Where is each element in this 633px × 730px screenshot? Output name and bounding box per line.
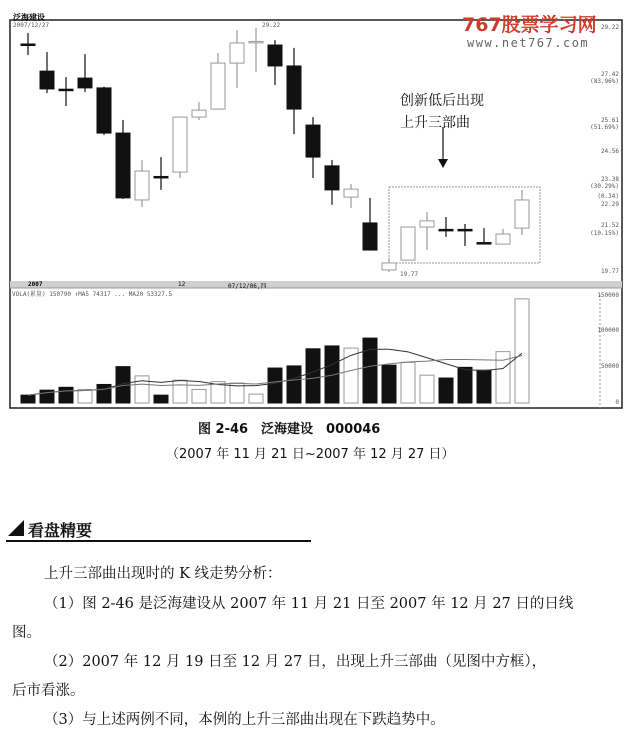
volume-bar-up [401, 362, 415, 403]
paragraph-line: （3）与上述两例不同，本例的上升三部曲出现在下跌趋势中。 [44, 712, 445, 728]
price-axis-label: (83.96%) [590, 78, 619, 85]
volume-bar-down [21, 395, 35, 403]
price-axis-label: (51.69%) [590, 124, 619, 131]
volume-bar-up [344, 348, 358, 403]
time-bar [10, 281, 622, 288]
volume-bar-down [363, 338, 377, 403]
price-axis-label: (0.34) [597, 193, 619, 200]
volume-bar-down [439, 378, 453, 403]
time-year: 2007 [28, 281, 43, 288]
candle-down [154, 176, 168, 178]
volume-bar-down [268, 368, 282, 403]
candle-down [97, 88, 111, 133]
candle-down [40, 71, 54, 89]
annotation-line1: 创新低后出现 [400, 93, 484, 109]
candle-down [477, 243, 491, 245]
paragraph-line: （1）图 2-46 是泛海建设从 2007 年 11 月 21 日至 2007 年 12 月 27 日的日线 [44, 596, 574, 612]
candle-up [515, 200, 529, 228]
price-axis-label: 25.61 [600, 117, 619, 124]
triangle-icon [6, 518, 26, 538]
candle-up [135, 171, 149, 200]
candle-up [230, 43, 244, 63]
paragraph-line: 后市看涨。 [12, 683, 85, 699]
price-axis-label: 21.52 [600, 222, 619, 229]
candle-down [59, 89, 73, 91]
watermark-logo: 767股票学习网 [462, 14, 597, 36]
volume-axis-label: 100000 [597, 327, 619, 334]
volume-bar-down [382, 365, 396, 403]
volume-bar-up [420, 375, 434, 403]
candle-up [211, 63, 225, 109]
section-heading: 看盘精要 [28, 521, 93, 540]
time-month: 12 [178, 281, 186, 288]
candle-up [173, 117, 187, 172]
volume-bar-down [287, 366, 301, 403]
candle-down [458, 229, 472, 231]
low-label: 19.77 [400, 271, 419, 278]
volume-bar-down [59, 387, 73, 403]
watermark-url: www.net767.com [467, 36, 590, 50]
candle-up [192, 110, 206, 117]
candle-up [344, 189, 358, 197]
candle-up [420, 221, 434, 227]
candle-down [116, 133, 130, 198]
chart-date: 2007/12/27 [13, 22, 50, 29]
paragraph-line: 上升三部曲出现时的 K 线走势分析： [44, 566, 282, 582]
time-cursor: 07/12/06,四 [228, 283, 267, 290]
candle-down [306, 125, 320, 157]
volume-bar-down [306, 349, 320, 403]
heading-underline [6, 540, 311, 542]
paragraph-line: （2）2007 年 12 月 19 日至 12 月 27 日，出现上升三部曲（见图中方框）， [44, 654, 547, 670]
volume-bar-up [78, 389, 92, 403]
volume-bar-up [249, 394, 263, 403]
price-axis-label: 23.38 [600, 176, 619, 183]
arrow-head-icon [438, 159, 448, 168]
price-axis-label: 27.42 [600, 71, 619, 78]
figure-caption: 图 2-46 泛海建设 000046 [198, 422, 381, 437]
candle-down [268, 45, 282, 66]
volume-bar-up [173, 380, 187, 403]
volume-axis-label: 0 [615, 399, 619, 406]
candle-down [325, 166, 339, 190]
volume-bar-down [458, 367, 472, 403]
annotation-line2: 上升三部曲 [400, 115, 470, 131]
candle-down [287, 66, 301, 109]
volume-bar-up [192, 389, 206, 403]
figure-date-range: （2007 年 11 月 21 日~2007 年 12 月 27 日） [166, 447, 455, 462]
candle-down [78, 78, 92, 88]
candle-up [496, 234, 510, 244]
price-axis-label: 29.22 [600, 24, 619, 31]
volume-header: VOLA(累量) 150790 ↑MA5 74317 ... MA20 53327.5 [12, 291, 173, 298]
volume-axis-label: 50000 [600, 363, 619, 370]
volume-bar-down [154, 395, 168, 403]
candle-down [363, 223, 377, 250]
chart-title: 泛海建设 [13, 13, 45, 22]
price-axis-label: (30.29%) [590, 183, 619, 190]
price-axis-label: 24.56 [600, 148, 619, 155]
price-axis-label: 22.29 [600, 201, 619, 208]
candle-up [401, 227, 415, 260]
paragraph-line: 图。 [12, 625, 41, 641]
price-axis-label: (10.15%) [590, 230, 619, 237]
annotation [400, 90, 484, 134]
candle-up [382, 263, 396, 270]
high-label: 29.22 [262, 22, 281, 29]
candle-up [249, 41, 263, 43]
volume-bar-up [135, 376, 149, 403]
volume-axis-label: 150000 [597, 292, 619, 299]
price-axis-label: 19.77 [600, 268, 619, 275]
candle-down [21, 44, 35, 46]
candle-down [439, 229, 453, 231]
volume-bar-up [515, 299, 529, 403]
volume-bar-down [477, 370, 491, 403]
volume-bar-down [97, 384, 111, 403]
